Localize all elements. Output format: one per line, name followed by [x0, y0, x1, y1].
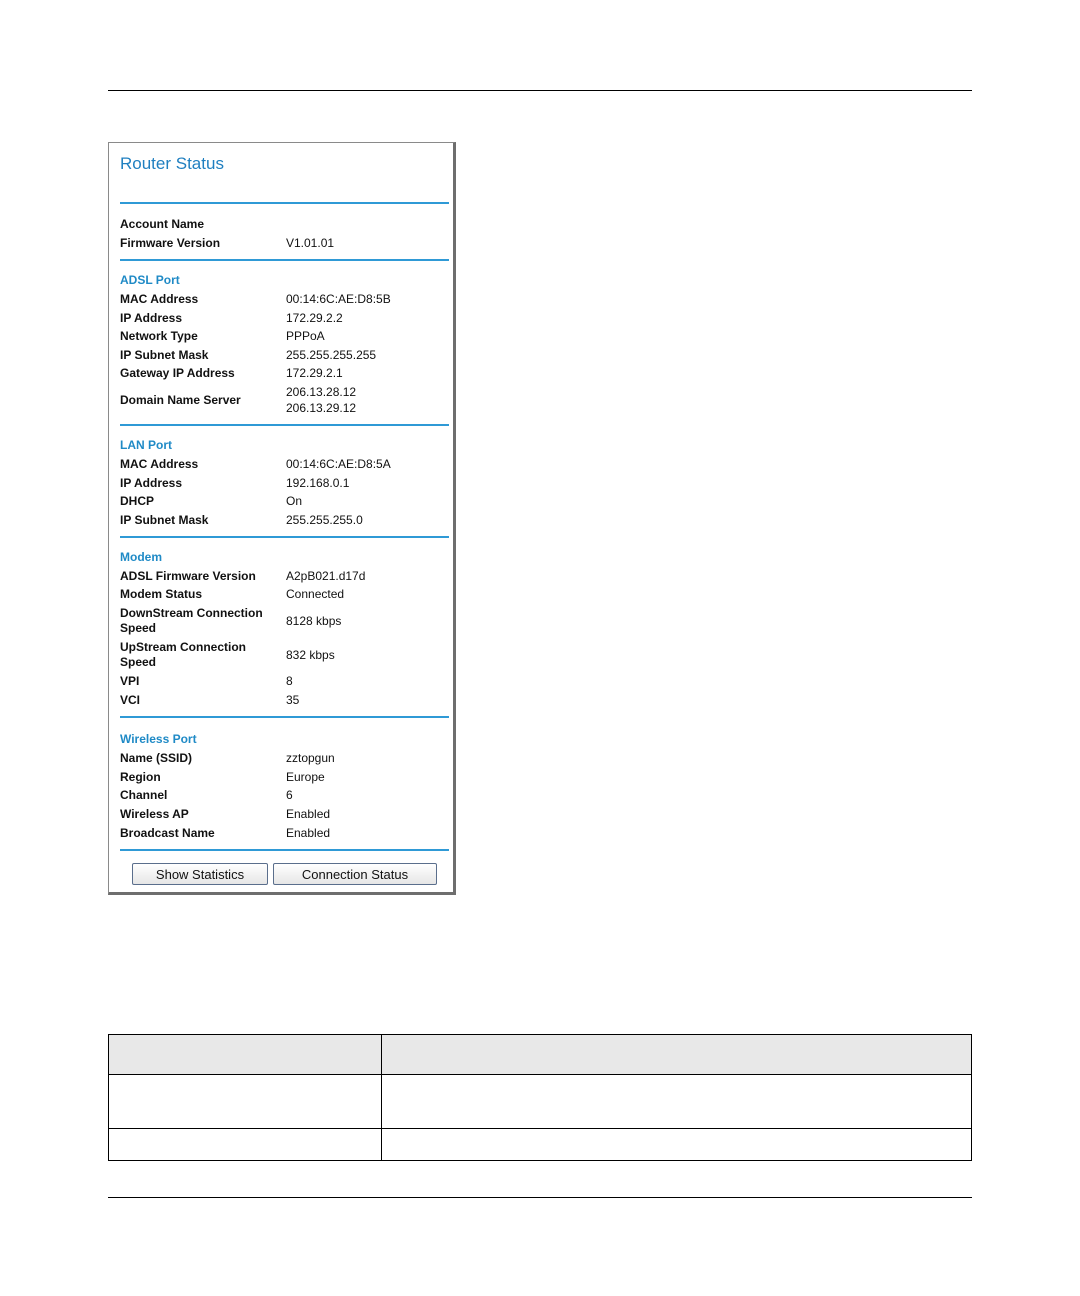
divider [120, 716, 449, 718]
value: PPPoA [286, 329, 325, 343]
page-title: Router Status [120, 154, 224, 173]
label: Wireless AP [120, 807, 189, 821]
label: VCI [120, 693, 141, 707]
divider [120, 536, 449, 538]
section-title-modem: Modem [120, 550, 162, 564]
section-title-adsl: ADSL Port [120, 273, 180, 287]
value: 00:14:6C:AE:D8:5A [286, 457, 391, 471]
label: Speed [120, 655, 157, 669]
label: MAC Address [120, 457, 199, 471]
connection-status-button[interactable]: Connection Status [273, 863, 437, 885]
value: 8 [286, 674, 293, 688]
value: Europe [286, 770, 325, 784]
label: VPI [120, 674, 140, 688]
value: 172.29.2.1 [286, 366, 343, 380]
table-cell [109, 1075, 382, 1129]
table-cell [382, 1129, 972, 1161]
label: Modem Status [120, 587, 203, 601]
header-rule [108, 90, 972, 91]
divider [120, 424, 449, 426]
label: UpStream Connection [120, 640, 247, 654]
value: 255.255.255.0 [286, 513, 363, 527]
label: Name (SSID) [120, 751, 193, 765]
label: Network Type [120, 329, 198, 343]
value: 206.13.29.12 [286, 401, 357, 415]
value: V1.01.01 [286, 236, 335, 250]
value: 206.13.28.12 [286, 385, 357, 399]
label: MAC Address [120, 292, 199, 306]
value: On [286, 494, 303, 508]
router-status-panel [108, 142, 456, 895]
table-cell [382, 1075, 972, 1129]
value: 35 [286, 693, 300, 707]
value: 172.29.2.2 [286, 311, 343, 325]
table-cell [109, 1129, 382, 1161]
footer-rule [108, 1197, 972, 1198]
label: DHCP [120, 494, 155, 508]
table-header-cell [109, 1035, 382, 1075]
value: 832 kbps [286, 648, 335, 662]
value: 192.168.0.1 [286, 476, 350, 490]
value: 6 [286, 788, 293, 802]
divider [120, 849, 449, 851]
value: A2pB021.d17d [286, 569, 366, 583]
value: zztopgun [286, 751, 335, 765]
table-row [109, 1129, 972, 1161]
label: Account Name [120, 217, 205, 231]
value: 00:14:6C:AE:D8:5B [286, 292, 391, 306]
table-header-cell [382, 1035, 972, 1075]
label: Region [120, 770, 161, 784]
value: Connected [286, 587, 345, 601]
label: IP Subnet Mask [120, 513, 209, 527]
table-row [109, 1075, 972, 1129]
label: Firmware Version [120, 236, 221, 250]
field-description-table [108, 1034, 972, 1161]
label: Gateway IP Address [120, 366, 235, 380]
section-title-lan: LAN Port [120, 438, 172, 452]
label: ADSL Firmware Version [120, 569, 256, 583]
label: IP Address [120, 311, 183, 325]
divider [120, 259, 449, 261]
label: Speed [120, 621, 157, 635]
show-statistics-button[interactable]: Show Statistics [132, 863, 268, 885]
value: Enabled [286, 807, 331, 821]
divider [120, 202, 449, 204]
label: IP Subnet Mask [120, 348, 209, 362]
value: 8128 kbps [286, 614, 342, 628]
label: Broadcast Name [120, 826, 215, 840]
label: IP Address [120, 476, 183, 490]
label: Channel [120, 788, 168, 802]
section-title-wireless: Wireless Port [120, 732, 197, 746]
value: 255.255.255.255 [286, 348, 377, 362]
value: Enabled [286, 826, 331, 840]
label: Domain Name Server [120, 393, 241, 407]
label: DownStream Connection [120, 606, 263, 620]
